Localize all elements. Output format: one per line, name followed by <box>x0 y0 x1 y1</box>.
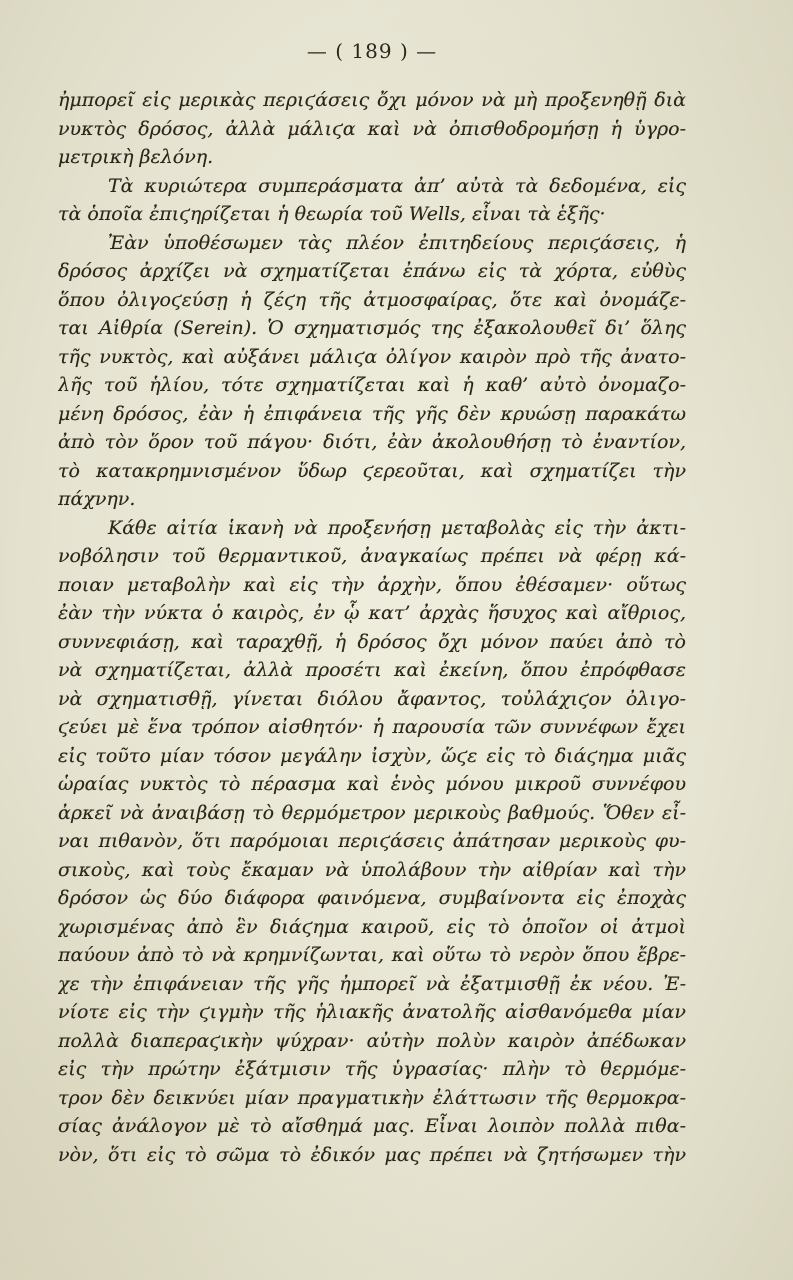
paragraph <box>58 172 686 229</box>
text-line: ποιαν μεταβολὴν καὶ εἰς τὴν ἀρχὴν, ὅπου ἐθέσαμεν· οὕτως <box>58 573 686 596</box>
paragraph <box>58 86 686 172</box>
text-line: δρόσον ὡς δύο διάφορα φαινόμενα, συμβαίνοντα εἰς ἐποχὰς <box>58 887 686 909</box>
text-line: ἐὰν τὴν νύκτα ὁ καιρὸς, ἐν ᾧ κατ’ ἀρχὰς ἥσυχος καὶ αἴθριος, <box>58 602 686 624</box>
text-line: τὸ κατακρημνισμένον ὕδωρ ϛερεοῦται, καὶ σχηματίζει τὴν <box>58 459 686 482</box>
text-line: ὡραίας νυκτὸς τὸ πέρασμα καὶ ἑνὸς μόνου μικροῦ συννέφου <box>58 773 686 795</box>
text-line: ὅπου ὀλιγοϛεύσῃ ἡ ζέϛη τῆς ἀτμοσφαίρας, ὅτε καὶ ὀνομάζε- <box>58 288 686 311</box>
text-line: ἀρκεῖ νὰ ἀναιβάσῃ τὸ θερμόμετρον μερικοὺς βαθμούς. Ὅθεν εἶ- <box>58 801 686 824</box>
paragraph <box>58 229 686 514</box>
text-line: χε τὴν ἐπιφάνειαν τῆς γῆς ἠμπορεῖ νὰ ἐξατμισθῇ ἐκ νέου. Ἐ- <box>58 972 686 995</box>
paragraph <box>58 514 686 1170</box>
text-line: ναι πιθανὸν, ὅτι παρόμοιαι περιϛάσεις ἀπάτησαν μερικοὺς φυ- <box>58 830 686 852</box>
text-line: εἰς τὴν πρώτην ἐξάτμισιν τῆς ὑγρασίας· πλὴν τὸ θερμόμε- <box>58 1058 686 1080</box>
text-line: εἰς τοῦτο μίαν τόσον μεγάλην ἰσχὺν, ὥϛε εἰς τὸ διάϛημα μιᾶς <box>58 744 686 767</box>
text-line: μετρικὴ βελόνη. <box>58 146 214 168</box>
text-line: Ἐὰν ὑποθέσωμεν τὰς πλέον ἐπιτηδείους περιϛάσεις, ἡ <box>108 231 686 254</box>
text-line: χωρισμένας ἀπὸ ἓν διάϛημα καιροῦ, εἰς τὸ ὁποῖον οἱ ἀτμοὶ <box>58 915 686 938</box>
text-line: ται Αἰθρία (Serein). Ὁ σχηματισμός της ἐξακολουθεῖ δι’ ὅλης <box>58 317 686 339</box>
text-line: σίας ἀνάλογον μὲ τὸ αἴσθημά μας. Εἶναι λοιπὸν πολλὰ πιθα- <box>58 1115 686 1137</box>
text-line: λῆς τοῦ ἡλίου, τότε σχηματίζεται καὶ ἡ καθ’ αὐτὸ ὀνομαζο- <box>58 374 686 396</box>
text-line: νὰ σχηματίζεται, ἀλλὰ προσέτι καὶ ἐκείνη, ὅπου ἐπρόφθασε <box>58 659 686 681</box>
text-line: τὰ ὁποῖα ἐπιϛηρίζεται ἡ θεωρία τοῦ Wells, εἶναι τὰ ἑξῆς· <box>58 203 606 225</box>
text-line: τῆς νυκτὸς, καὶ αὐξάνει μάλιϛα ὀλίγον καιρὸν πρὸ τῆς ἀνατο- <box>58 345 686 368</box>
page-number-header: — ( 189 ) — <box>306 39 438 63</box>
text-line: Τὰ κυριώτερα συμπεράσματα ἀπ’ αὐτὰ τὰ δεδομένα, εἰς <box>108 174 686 197</box>
text-line: σικοὺς, καὶ τοὺς ἔκαμαν νὰ ὑπολάβουν τὴν αἰθρίαν καὶ τὴν <box>58 858 686 881</box>
body-text <box>58 86 686 1169</box>
text-line: νοβόλησιν τοῦ θερμαντικοῦ, ἀναγκαίως πρέπει νὰ φέρῃ κά- <box>58 545 686 567</box>
text-line: νίοτε εἰς τὴν ϛιγμὴν τῆς ἡλιακῆς ἀνατολῆς αἰσθανόμεθα μίαν <box>58 1001 686 1023</box>
text-line: συννεφιάσῃ, καὶ ταραχθῇ, ἡ δρόσος ὄχι μόνον παύει ἀπὸ τὸ <box>58 630 686 653</box>
text-line: πάχνην. <box>58 488 136 510</box>
text-line: νὰ σχηματισθῇ, γίνεται διόλου ἄφαντος, τοὐλάχιϛον ὀλιγο- <box>58 687 686 710</box>
text-line: τρον δὲν δεικνύει μίαν πραγματικὴν ἐλάττωσιν τῆς θερμοκρα- <box>58 1086 686 1109</box>
text-line: μένη δρόσος, ἐὰν ἡ ἐπιφάνεια τῆς γῆς δὲν κρυώσῃ παρακάτω <box>58 402 686 425</box>
text-line: παύουν ἀπὸ τὸ νὰ κρημνίζωνται, καὶ οὕτω τὸ νερὸν ὅπου ἔβρε- <box>58 944 686 966</box>
text-line: δρόσος ἀρχίζει νὰ σχηματίζεται ἐπάνω εἰς τὰ χόρτα, εὐθὺς <box>58 260 686 282</box>
text-line: νυκτὸς δρόσος, ἀλλὰ μάλιϛα καὶ νὰ ὀπισθοδρομήσῃ ἡ ὑγρο- <box>58 117 686 140</box>
text-line: ϛεύει μὲ ἕνα τρόπον αἰσθητόν· ἡ παρουσία τῶν συννέφων ἔχει <box>58 716 686 738</box>
text-line: ἠμπορεῖ εἰς μερικὰς περιϛάσεις ὄχι μόνον νὰ μὴ προξενηθῇ διὰ <box>58 89 686 111</box>
text-line: ἀπὸ τὸν ὅρον τοῦ πάγου· διότι, ἐὰν ἀκολουθήσῃ τὸ ἐναντίον, <box>58 431 686 453</box>
text-line: Κάθε αἰτία ἱκανὴ νὰ προξενήσῃ μεταβολὰς εἰς τὴν ἀκτι- <box>108 516 686 539</box>
text-line: πολλὰ διαπεραϛικὴν ψύχραν· αὐτὴν πολὺν καιρὸν ἀπέδωκαν <box>58 1029 686 1052</box>
text-line: νὸν, ὅτι εἰς τὸ σῶμα τὸ ἐδικόν μας πρέπει νὰ ζητήσωμεν τὴν <box>58 1143 686 1166</box>
